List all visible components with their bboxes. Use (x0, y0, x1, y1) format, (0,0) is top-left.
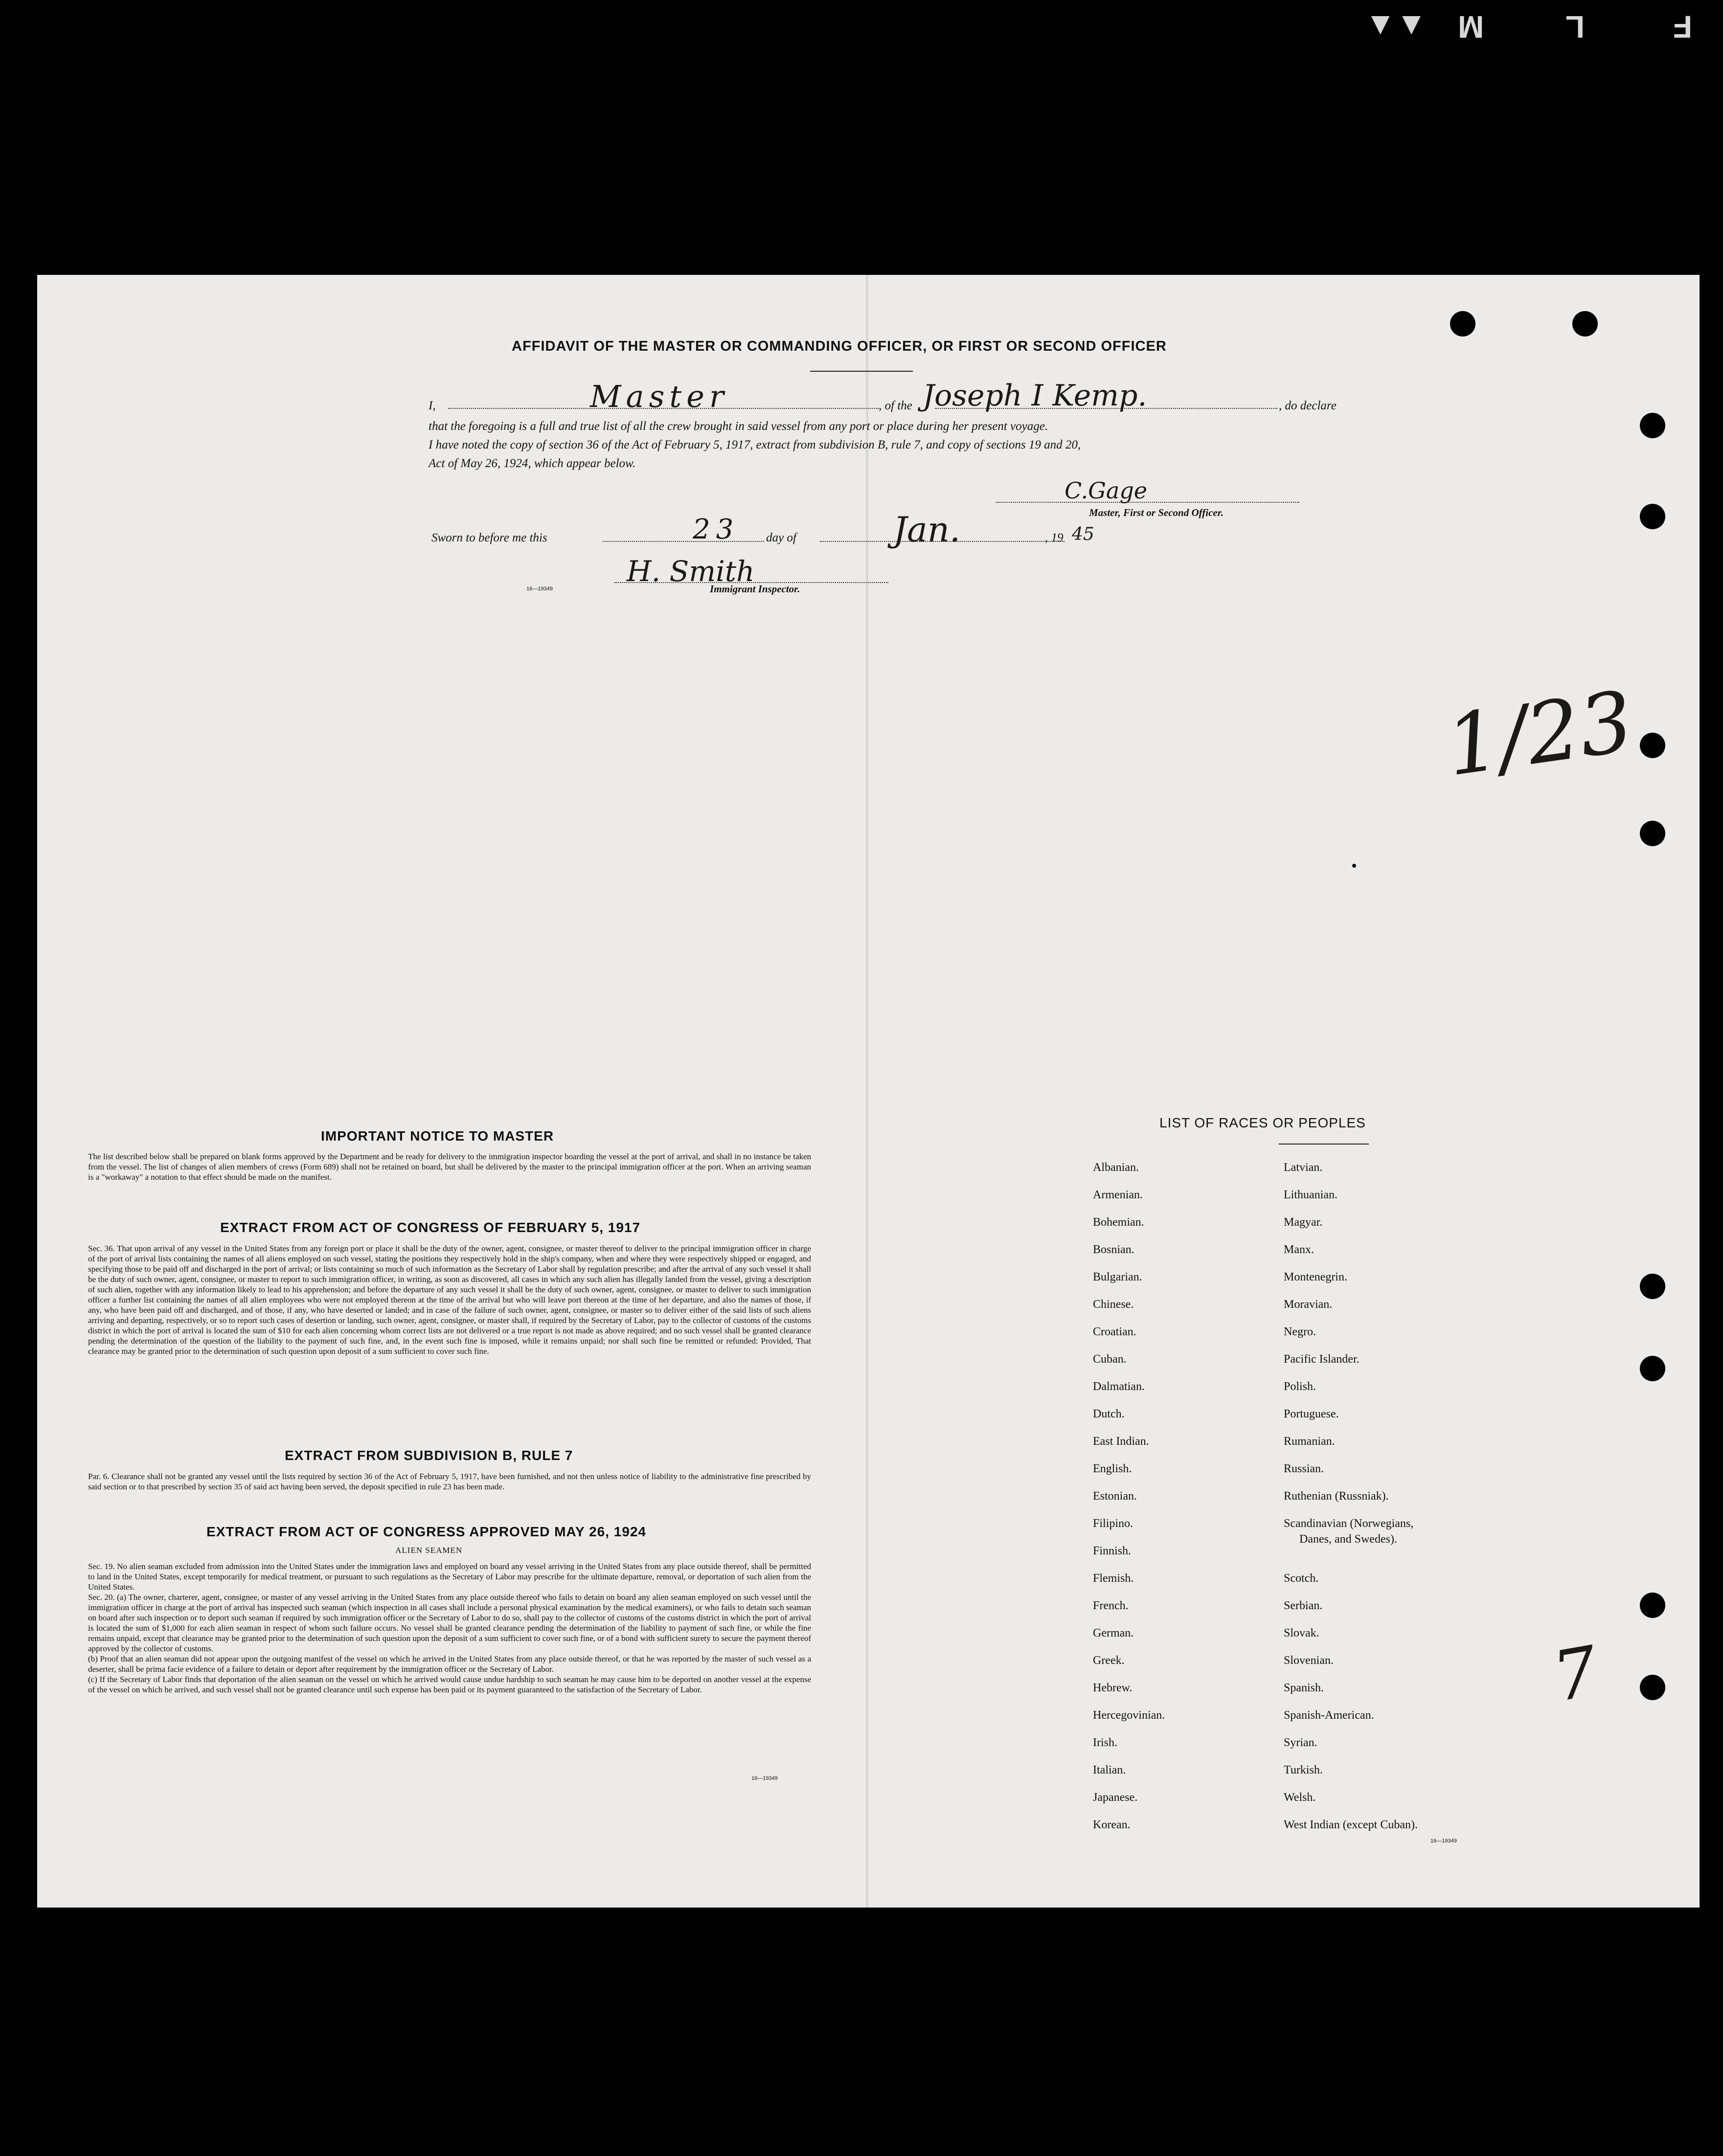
rule7-title: EXTRACT FROM SUBDIVISION B, RULE 7 (285, 1448, 573, 1463)
extract-1917-title: EXTRACT FROM ACT OF CONGRESS OF FEBRUARY 5, 1917 (220, 1220, 641, 1235)
race-item: Bulgarian. (1093, 1271, 1142, 1283)
race-item: Chinese. (1093, 1298, 1134, 1311)
notice-title: IMPORTANT NOTICE TO MASTER (321, 1128, 554, 1144)
punch-hole (1640, 1274, 1665, 1299)
sworn-label: Sworn to before me this (431, 531, 547, 544)
race-item: Irish. (1093, 1736, 1117, 1749)
margin-note: 1/23 (1440, 673, 1639, 795)
officer-signature-line (996, 502, 1299, 503)
race-item: Hebrew. (1093, 1682, 1133, 1694)
race-item: Slovak. (1284, 1627, 1319, 1639)
race-item: Bosnian. (1093, 1243, 1134, 1256)
title-rule (810, 371, 913, 372)
race-item: Dalmatian. (1093, 1380, 1145, 1393)
punch-hole (1640, 821, 1665, 846)
punch-hole (1640, 504, 1665, 529)
race-item: Dutch. (1093, 1408, 1125, 1420)
rank-handwritten: Master (590, 379, 729, 414)
race-item: Danes, and Swedes). (1299, 1533, 1397, 1546)
affidavit-form-number: 16—19349 (526, 586, 553, 592)
affidavit-title: AFFIDAVIT OF THE MASTER OR COMMANDING OFFICER, OR FIRST OR SECOND OFFICER (512, 338, 1167, 354)
race-item: Montenegrin. (1284, 1271, 1347, 1283)
race-item: Croatian. (1093, 1325, 1136, 1338)
race-item: Magyar. (1284, 1216, 1323, 1229)
section-20a-text: Sec. 20. (a) The owner, charterer, agent, consignee, or master of any vessel arriving in the United States from any place outside thereof who fails to detain on board any alien seaman employed on such vessel until the immigration officer in charge at the port of arrival has inspected such seaman (which inspection in all cases shall include a personal physical examination by the medical examiners), or who fails to detain such seaman on board after such inspection or to deport such seaman if required by such immigration officer or the Secretary of Labor to do so, shall pay to the collector of customs of the customs district in which the port of arrival is located the sum of $1,000 for each alien seaman in respect of whom such failure occurs. No vessel shall be granted clearance pending the determination of the liability to payment of such fine, or while the fine remains unpaid, except that clearance may be granted prior to the determination of such question upon the deposit of a sum sufficient to cover such fine, or of a bond with sufficient surety to secure the payment thereof approved by the collector of customs. (88, 1593, 811, 1653)
race-item: Japanese. (1093, 1791, 1138, 1804)
rule7-text: Par. 6. Clearance shall not be granted any vessel until the lists required by section 36 of the Act of February 5, 1917, have been furnished, and not then unless notice of liability to the administrative fine prescribed by said section or to that prescribed by section 35 of said act having been served, the deposit specified in rule 23 has been made. (88, 1472, 811, 1491)
race-item: Turkish. (1284, 1764, 1323, 1776)
i-label: I, (429, 399, 436, 412)
race-item: Latvian. (1284, 1161, 1323, 1174)
center-fold (866, 275, 868, 1908)
race-item: Hercegovinian. (1093, 1709, 1165, 1722)
race-item: English. (1093, 1462, 1132, 1475)
races-form-number: 16—19349 (1430, 1838, 1457, 1844)
punch-hole (1640, 1675, 1665, 1700)
day-line (603, 541, 764, 542)
extract-1924-body (88, 1561, 811, 1695)
race-item: Serbian. (1284, 1599, 1323, 1612)
race-item: Filipino. (1093, 1517, 1134, 1530)
vessel-handwritten: Joseph I Kemp. (923, 379, 1147, 413)
section-20c-text: (c) If the Secretary of Labor finds that deportation of the alien seaman on the vessel on which he arrived would cause undue hardship to such seaman he may cause him to be deported on another vessel at the expense of the vessel on which he arrived, and such vessel shall not be granted clearance until such expense has been paid or its payment guaranteed to the satisfaction of the Secretary of Labor. (88, 1675, 811, 1694)
of-the-label: , of the (879, 399, 912, 412)
race-item: West Indian (except Cuban). (1284, 1819, 1418, 1831)
day-handwritten: 23 (693, 514, 740, 545)
punch-hole (1450, 311, 1475, 337)
section-20b-text: (b) Proof that an alien seaman did not appear upon the outgoing manifest of the vessel on which he arrived in the United States from any place outside thereof, or that he was reported by the master of such vessel as a deserter, shall be prima facie evidence of a failure to detain or deport after requirement by the immigration officer or the Secretary of Labor. (88, 1654, 811, 1674)
race-item: Korean. (1093, 1819, 1131, 1831)
race-item: Albanian. (1093, 1161, 1139, 1174)
officer-signature: C.Gage (1065, 477, 1148, 504)
races-title: LIST OF RACES OR PEOPLES (1159, 1115, 1366, 1130)
race-item: Moravian. (1284, 1298, 1333, 1311)
film-mark-2: M (1458, 9, 1484, 45)
year-prefix: , 19 (1045, 531, 1064, 544)
race-item: Italian. (1093, 1764, 1126, 1776)
races-title-rule (1279, 1144, 1369, 1145)
race-item: Manx. (1284, 1243, 1314, 1256)
ink-dot (1352, 864, 1356, 868)
race-item: Ruthenian (Russniak). (1284, 1490, 1389, 1503)
film-mark-3: L (1565, 9, 1585, 45)
film-mark-1: ▲▲ (1365, 9, 1427, 45)
do-declare-label: , do declare (1279, 399, 1337, 412)
race-item: Bohemian. (1093, 1216, 1144, 1229)
race-item: Scandinavian (Norwegians, (1284, 1517, 1414, 1530)
race-item: Spanish. (1284, 1682, 1324, 1694)
affidavit-line-1: that the foregoing is a full and true list of all the crew brought in said vessel from any port or place during her present voyage. (429, 420, 1048, 433)
affidavit-line-3: Act of May 26, 1924, which appear below. (429, 457, 636, 470)
notice-text: The list described below shall be prepared on blank forms approved by the Department and be ready for delivery to the immigration inspector boarding the vessel at the port of arrival, and shall in no instance be taken from the vessel. The list of changes of alien members of crews (Form 689) shall not be retained on board, but shall be delivered by the master to the principal immigration officer at the port. When an arriving seaman is a "workaway" a notation to that effect should be made on the manifest. (88, 1152, 811, 1182)
race-item: German. (1093, 1627, 1134, 1639)
punch-hole (1640, 1593, 1665, 1618)
film-mark-4: F (1673, 9, 1693, 45)
punch-hole (1572, 311, 1598, 337)
affidavit-line-2: I have noted the copy of section 36 of the Act of February 5, 1917, extract from subdivision B, rule 7, and copy of sections 19 and 20, (429, 438, 1081, 451)
margin-mark: 7 (1547, 1631, 1604, 1718)
section-19-text: Sec. 19. No alien seaman excluded from admission into the United States under the immigration laws and employed on board any vessel arriving in the United States from any place outside thereof, shall be permitted to land in the United States, except temporarily for medical treatment, or pursuant to such regulations as the Secretary of Labor may prescribe for the ultimate departure, removal, or deportation of such alien from the United States. (88, 1562, 811, 1592)
race-item: East Indian. (1093, 1435, 1149, 1448)
punch-hole (1640, 1356, 1665, 1381)
day-of-label: day of (766, 531, 796, 544)
extract-1924-title: EXTRACT FROM ACT OF CONGRESS APPROVED MAY 26, 1924 (206, 1524, 646, 1539)
punch-hole (1640, 413, 1665, 438)
inspector-signature: H. Smith (627, 555, 755, 588)
month-handwritten: Jan. (893, 510, 961, 550)
race-item: Slovenian. (1284, 1654, 1334, 1667)
race-item: Syrian. (1284, 1736, 1317, 1749)
punch-hole (1640, 733, 1665, 758)
race-item: Polish. (1284, 1380, 1316, 1393)
race-item: Cuban. (1093, 1353, 1127, 1366)
extract-1924-subtitle: ALIEN SEAMEN (395, 1546, 463, 1555)
race-item: Flemish. (1093, 1572, 1134, 1585)
document-page (37, 275, 1700, 1908)
race-item: Portuguese. (1284, 1408, 1339, 1420)
year-handwritten: 45 (1072, 524, 1094, 544)
race-item: Russian. (1284, 1462, 1324, 1475)
race-item: Estonian. (1093, 1490, 1137, 1503)
race-item: Welsh. (1284, 1791, 1316, 1804)
race-item: Finnish. (1093, 1545, 1132, 1557)
race-item: Negro. (1284, 1325, 1316, 1338)
race-item: Scotch. (1284, 1572, 1319, 1585)
race-item: Lithuanian. (1284, 1189, 1338, 1201)
race-item: Rumanian. (1284, 1435, 1335, 1448)
race-item: French. (1093, 1599, 1129, 1612)
race-item: Spanish-American. (1284, 1709, 1374, 1722)
race-item: Greek. (1093, 1654, 1125, 1667)
race-item: Armenian. (1093, 1189, 1143, 1201)
inspector-caption: Immigrant Inspector. (710, 583, 800, 595)
extract-form-number: 16—19349 (751, 1775, 778, 1781)
officer-caption: Master, First or Second Officer. (1089, 507, 1224, 518)
extract-1917-text: Sec. 36. That upon arrival of any vessel in the United States from any foreign port or place it shall be the duty of the owner, agent, consignee, or master thereof to deliver to the principal immigration officer in charge of the port of arrival lists containing the names of all aliens employed on such vessel, stating the positions they respectively hold in the ship's company, when and where they were respectively shipped or engaged, and specifying those to be paid off and discharged in the port of arrival; or lists containing so much of such information as the Secretary of Labor shall by regulation prescribe; and after the arrival of any such vessel it shall be the duty of such owner, agent, consignee, or master to report to such immigration officer, in writing, as soon as discovered, all cases in which any such alien has illegally landed from the vessel, giving a description of such alien, together with any information likely to lead to his apprehension; and before the departure of any such vessel it shall be the duty of such owner, agent, consignee, or master to deliver to such immigration officer a further list containing the names of all alien employees who were not employed thereon at the time of the arrival but who will leave port thereon at the time of her departure, and also the names of those, if any, who have been paid off and discharged, and of those, if any, who have deserted or landed; and in case of the failure of such owner, agent, consignee, or master so to deliver either of the said lists of such aliens arriving and departing, respectively, or so to report such cases of desertion or landing, such owner, agent, consignee, or master shall, if required by the Secretary of Labor, pay to the collector of customs of the customs district in which the port of arrival is located the sum of $10 for each alien concerning whom correct lists are not delivered or a true report is not made as above required; and no such vessel shall be granted clearance pending the determination of the question of the liability to the payment of such fine, and, in the event such fine is imposed, while it remains unpaid; nor shall such fine be remitted or refunded: Provided, That clearance may be granted prior to the determination of such question upon deposit of a sum sufficient to cover such fine. (88, 1244, 811, 1356)
race-item: Pacific Islander. (1284, 1353, 1360, 1366)
